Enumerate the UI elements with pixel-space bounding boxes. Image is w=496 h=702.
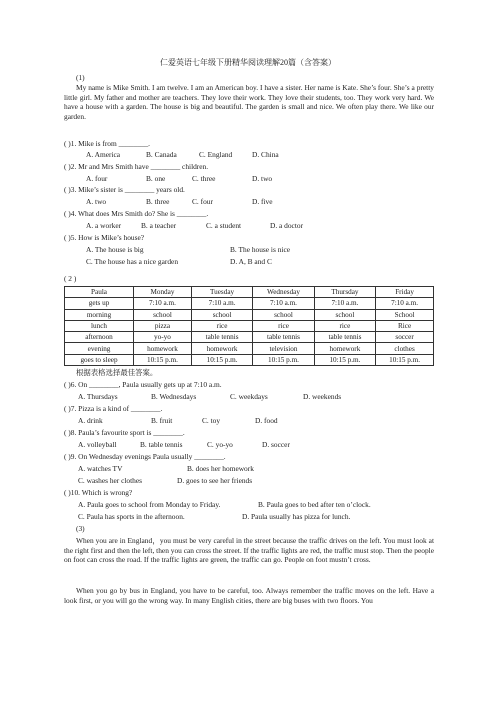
q8-option-d: D. soccer — [262, 440, 290, 449]
q5-option-b: B. The house is nice — [230, 245, 291, 254]
q1-option-d: D. China — [252, 150, 279, 159]
q10-option-c: C. Paula has sports in the afternoon. — [78, 512, 185, 521]
q1-option-a: A. America — [86, 150, 121, 159]
q7-option-d: D. food — [255, 416, 278, 425]
passage-3-paragraph-1: When you are in England，you must be very careful in the street because the traffic drives on the left. You must look at the right first and then the left, then you can cross the street. If the traffic lights are red, the traffic must stop. Then the people on foot can cross the road. If the traffic lights are green, the traffic can go. People on foot mustn’t cross. — [64, 536, 434, 565]
table-cell: 10:15 p.m. — [376, 354, 434, 365]
table-cell: 10:15 p.m. — [191, 354, 252, 365]
q8-option-b: B. table tennis — [140, 440, 183, 449]
table-cell: 10:15 p.m. — [253, 354, 314, 365]
table-cell: 10:15 p.m. — [314, 354, 375, 365]
table-cell: 10:15 p.m. — [134, 354, 192, 365]
table-cell: rice — [253, 320, 314, 331]
table-cell: clothes — [376, 343, 434, 354]
table-cell: 7:10 a.m. — [314, 298, 375, 309]
q2-option-d: D. two — [252, 174, 273, 183]
q10-option-b: B. Paula goes to bed after ten o’clock. — [258, 500, 371, 509]
table-cell: yo-yo — [134, 332, 192, 343]
table-cell: goes to sleep — [65, 354, 134, 365]
table-cell: morning — [65, 309, 134, 320]
table-row — [65, 343, 434, 354]
table-cell: school — [191, 309, 252, 320]
q9-option-a: A. watches TV — [78, 464, 123, 473]
q8-option-a: A. volleyball — [78, 440, 117, 449]
q1-option-c: C. England — [199, 150, 233, 159]
question-3: ( )3. Mike’s sister is ________ years old. — [64, 185, 185, 194]
q8-option-c: C. yo-yo — [207, 440, 233, 449]
q7-option-a: A. drink — [78, 416, 103, 425]
table-row — [65, 320, 434, 331]
table-cell: school — [314, 309, 375, 320]
table-header-row — [65, 287, 434, 298]
table-cell: Tuesday — [191, 287, 252, 298]
q6-option-b: B. Wednesdays — [151, 392, 197, 401]
question-8: ( )8. Paula’s favourite sport is ________. — [64, 428, 185, 437]
passage-3-label: (3) — [76, 524, 85, 533]
q2-option-a: A. four — [86, 174, 108, 183]
table-cell: school — [253, 309, 314, 320]
table-cell: Thursday — [314, 287, 375, 298]
table-row — [65, 298, 434, 309]
q3-option-b: B. three — [146, 197, 170, 206]
q4-option-d: D. a doctor — [270, 221, 304, 230]
q5-option-c: C. The house has a nice garden — [86, 257, 179, 266]
q5-option-a: A. The house is big — [86, 245, 144, 254]
table-cell: 7:10 a.m. — [253, 298, 314, 309]
passage-1-label: (1) — [76, 73, 85, 82]
q1-option-b: B. Canada — [146, 150, 177, 159]
table-cell: Wednesday — [253, 287, 314, 298]
table-cell: Monday — [134, 287, 192, 298]
table-cell: School — [376, 309, 434, 320]
table-cell: homework — [314, 343, 375, 354]
q7-option-b: B. fruit — [151, 416, 173, 425]
table-cell: soccer — [376, 332, 434, 343]
passage-1-text: My name is Mike Smith. I am twelve. I am an American boy. I have a sister. Her name is Kate. She’s four. She’s a pretty little girl. My father and mother are teachers. They love their work. They love their students, too. They work very hard. We have a house with a garden. The house is big and beautiful. The garden is small and nice. We often play there. We like our garden. — [64, 83, 434, 121]
q9-option-c: C. washes her clothes — [78, 476, 143, 485]
q3-option-c: C. four — [192, 197, 213, 206]
q6-option-c: C. weekdays — [230, 392, 268, 401]
q2-option-c: C. three — [192, 174, 216, 183]
q6-option-d: D. weekends — [303, 392, 342, 401]
q4-option-b: B. a teacher — [141, 221, 177, 230]
question-5: ( )5. How is Mike’s house? — [64, 233, 145, 242]
table-cell: 7:10 a.m. — [134, 298, 192, 309]
passage-2-label: ( 2 ) — [64, 274, 77, 283]
table-cell: homework — [134, 343, 192, 354]
q10-option-d: D. Paula usually has pizza for lunch. — [242, 512, 351, 521]
table-cell: 7:10 a.m. — [376, 298, 434, 309]
q6-option-a: A. Thursdays — [78, 392, 118, 401]
q10-option-a: A. Paula goes to school from Monday to Friday. — [78, 500, 221, 509]
schedule-table — [64, 286, 434, 366]
q4-option-c: C. a student — [206, 221, 242, 230]
table-cell: table tennis — [314, 332, 375, 343]
page-title: 仁爱英语七年级下册精华阅读理解20篇（含答案） — [160, 58, 336, 67]
table-cell: pizza — [134, 320, 192, 331]
table-cell: table tennis — [191, 332, 252, 343]
question-10: ( )10. Which is wrong? — [64, 488, 133, 497]
q9-option-d: D. goes to see her friends — [177, 476, 253, 485]
table-cell: Paula — [65, 287, 134, 298]
q5-option-d: D. A, B and C — [230, 257, 272, 266]
question-1: ( )1. Mike is from ________. — [64, 139, 151, 148]
table-instruction: 根据表格选择最佳答案。 — [76, 368, 158, 377]
table-cell: gets up — [65, 298, 134, 309]
table-row — [65, 332, 434, 343]
q2-option-b: B. one — [146, 174, 166, 183]
q4-option-a: A. a worker — [86, 221, 122, 230]
table-cell: lunch — [65, 320, 134, 331]
passage-3-paragraph-2: When you go by bus in England, you have to be careful, too. Always remember the traffic moves on the left. Have a look first, or you will go the wrong way. In many English cities, there are big buses with two floors. You — [64, 586, 434, 605]
table-cell: afternoon — [65, 332, 134, 343]
table-row — [65, 354, 434, 365]
question-2: ( )2. Mr and Mrs Smith have ________ children. — [64, 162, 209, 171]
table-cell: homework — [191, 343, 252, 354]
q3-option-d: D. five — [252, 197, 273, 206]
table-cell: rice — [314, 320, 375, 331]
table-cell: table tennis — [253, 332, 314, 343]
table-cell: Friday — [376, 287, 434, 298]
question-6: ( )6. On ________, Paula usually gets up at 7:10 a.m. — [64, 380, 222, 389]
q3-option-a: A. two — [86, 197, 107, 206]
q9-option-b: B. does her homework — [187, 464, 254, 473]
table-row — [65, 309, 434, 320]
table-cell: 7:10 a.m. — [191, 298, 252, 309]
question-7: ( )7. Pizza is a kind of ________. — [64, 404, 163, 413]
question-4: ( )4. What does Mrs Smith do? She is ________. — [64, 209, 209, 218]
table-cell: television — [253, 343, 314, 354]
table-cell: evening — [65, 343, 134, 354]
table-cell: school — [134, 309, 192, 320]
q7-option-c: C. toy — [202, 416, 221, 425]
table-cell: Rice — [376, 320, 434, 331]
question-9: ( )9. On Wednesday evenings Paula usually ________. — [64, 452, 226, 461]
table-cell: rice — [191, 320, 252, 331]
